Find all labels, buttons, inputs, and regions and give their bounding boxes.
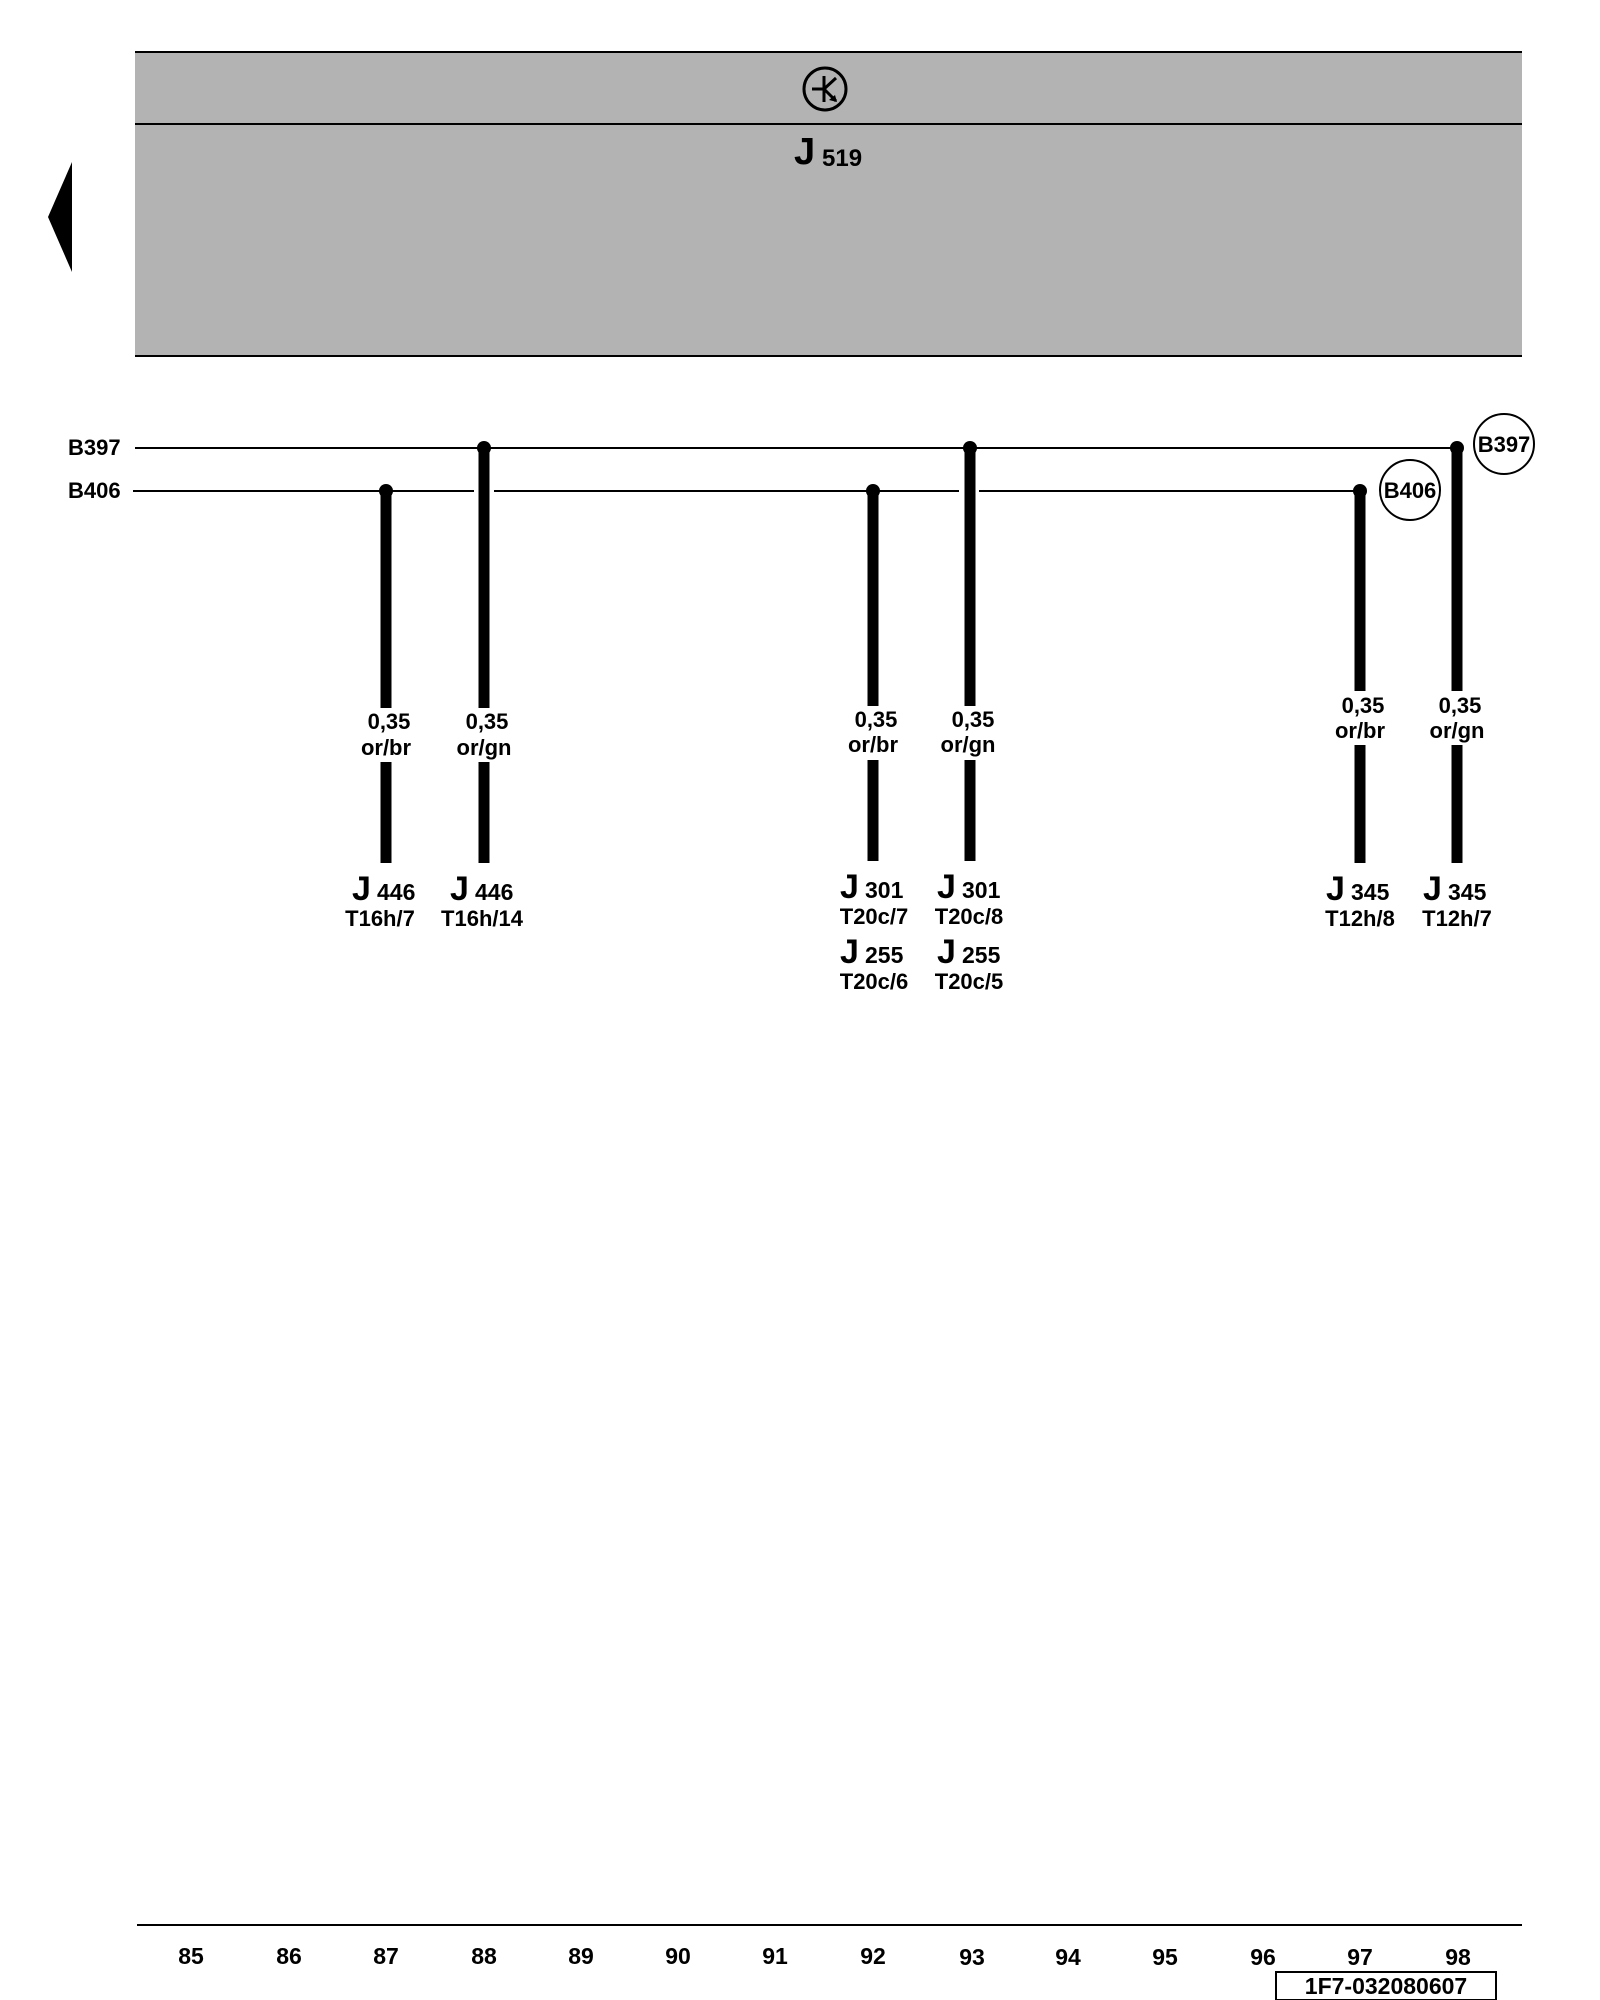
- wire-color: or/br: [847, 732, 899, 757]
- wire-size: 0,35: [951, 707, 995, 732]
- wire-j446-t16h-7: [345, 484, 415, 931]
- component-number: 301: [962, 877, 1001, 903]
- wire-j345-t12h-7: [1422, 441, 1492, 931]
- control-unit-number: 519: [822, 145, 863, 172]
- control-unit-letter: J: [794, 131, 816, 173]
- connector-pin: T16h/7: [345, 906, 415, 931]
- wire-color: or/gn: [456, 735, 512, 760]
- connector-pin: T12h/7: [1422, 906, 1492, 931]
- component-letter: J: [840, 933, 859, 971]
- column-number: 91: [762, 1943, 788, 1969]
- wire-color: or/br: [360, 735, 412, 760]
- component-number: 255: [962, 942, 1001, 968]
- header-icon-band: [135, 52, 1522, 124]
- column-number: 97: [1347, 1944, 1373, 1970]
- document-code: [1276, 1972, 1496, 2000]
- component-number: 446: [377, 879, 416, 905]
- bus-b397: [68, 435, 1457, 460]
- component-letter: J: [1326, 870, 1345, 908]
- connector-pin: T20c/6: [839, 969, 909, 994]
- bus-b406: [68, 478, 1360, 503]
- component-number: 255: [865, 942, 904, 968]
- connector-pin: T20c/5: [934, 969, 1004, 994]
- bus-label: B397: [68, 435, 121, 460]
- wire-size: 0,35: [367, 709, 411, 734]
- end-marker-label: B406: [1383, 478, 1437, 503]
- column-number: 95: [1152, 1944, 1178, 1970]
- column-number: 86: [276, 1943, 302, 1969]
- component-number: 301: [865, 877, 904, 903]
- component-letter: J: [840, 868, 859, 906]
- wire-color: or/gn: [940, 732, 996, 757]
- connector-pin: T12h/8: [1325, 906, 1395, 931]
- column-ruler: [137, 1925, 1522, 1970]
- column-number: 94: [1055, 1944, 1081, 1970]
- component-number: 345: [1351, 879, 1390, 905]
- column-number: 92: [860, 1943, 886, 1969]
- bus-label: B406: [68, 478, 121, 503]
- control-unit-header: [135, 52, 1522, 356]
- wire-j301-t20c-7: [840, 484, 909, 994]
- column-number: 96: [1250, 1944, 1276, 1970]
- column-number: 93: [959, 1944, 985, 1970]
- component-number: 446: [475, 879, 514, 905]
- wire-j345-t12h-8: [1325, 484, 1395, 931]
- wire-size: 0,35: [465, 709, 509, 734]
- component-letter: J: [352, 870, 371, 908]
- column-number: 87: [373, 1943, 399, 1969]
- wire-color: or/br: [1334, 718, 1386, 743]
- column-number: 98: [1445, 1944, 1471, 1970]
- connector-pin: T20c/7: [839, 904, 909, 929]
- component-number: 345: [1448, 879, 1487, 905]
- component-letter: J: [1423, 870, 1442, 908]
- column-number: 89: [568, 1943, 594, 1969]
- wire-size: 0,35: [854, 707, 898, 732]
- wire-size: 0,35: [1341, 693, 1385, 718]
- bus-end-marker-b397[interactable]: [1474, 414, 1534, 474]
- column-number: 85: [178, 1943, 204, 1969]
- connector-pin: T20c/8: [934, 904, 1004, 929]
- wire-size: 0,35: [1438, 693, 1482, 718]
- wire-color: or/gn: [1429, 718, 1485, 743]
- code-text: 1F7-032080607: [1304, 1973, 1468, 1999]
- bus-end-marker-b406[interactable]: [1380, 460, 1440, 520]
- end-marker-label: B397: [1477, 432, 1531, 457]
- component-letter: J: [937, 933, 956, 971]
- connector-pin: T16h/14: [441, 906, 523, 931]
- column-number: 88: [471, 1943, 497, 1969]
- wire-j446-t16h-14: [441, 441, 524, 931]
- back-arrow-icon[interactable]: [48, 162, 72, 272]
- component-letter: J: [937, 868, 956, 906]
- component-letter: J: [450, 870, 469, 908]
- wire-j301-t20c-8: [935, 441, 1004, 994]
- column-number: 90: [665, 1943, 691, 1969]
